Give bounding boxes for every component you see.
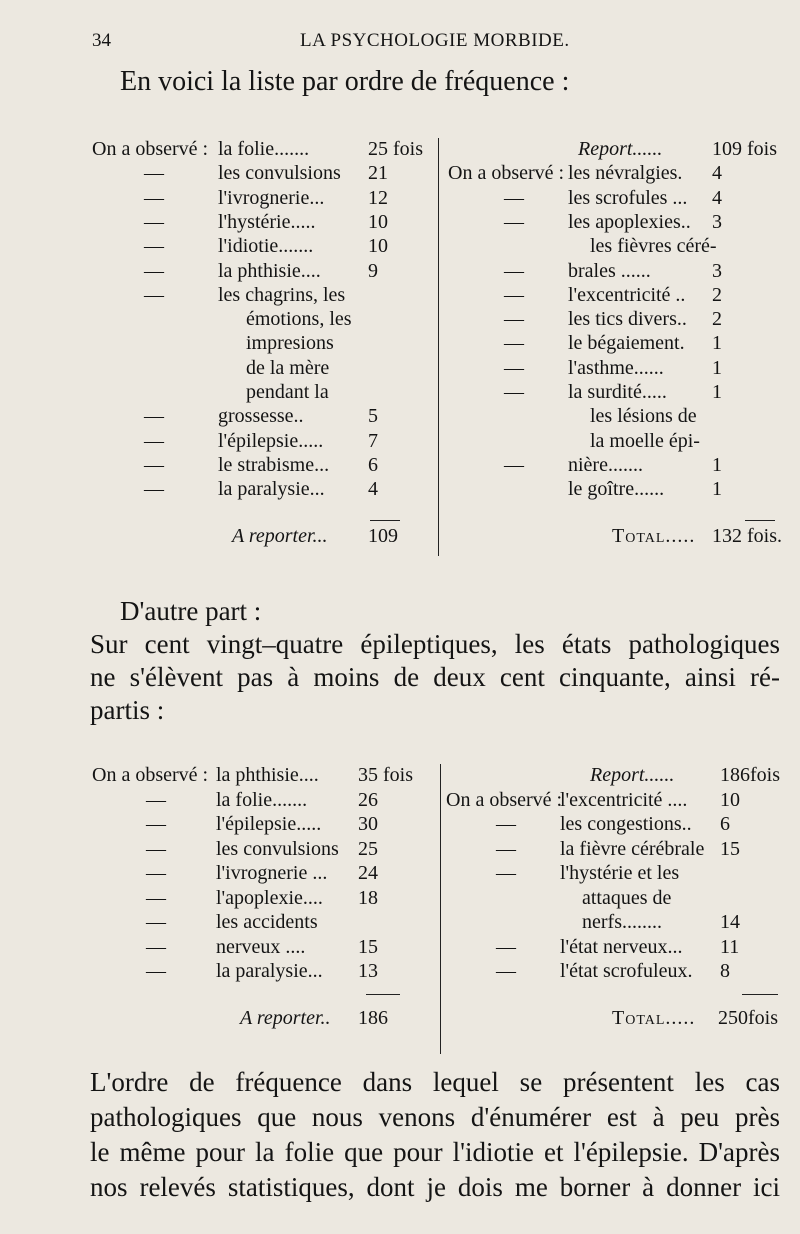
row-value: 3 (712, 210, 722, 233)
row-label: les convulsions (216, 837, 339, 860)
row-label: l'ivrognerie ... (216, 862, 328, 884)
row-value: 25 (358, 837, 378, 860)
row-label: la paralysie... (218, 478, 325, 501)
total-label: A reporter.. (240, 1006, 331, 1029)
dash-mark: — (144, 162, 164, 185)
section-heading: D'autre part : (120, 596, 262, 626)
row-value: 1 (712, 356, 722, 379)
dash-mark: — (496, 960, 516, 982)
dash-mark: — (504, 381, 524, 403)
row-value: 10 (720, 788, 740, 811)
dash-mark: — (146, 935, 166, 958)
dash-mark: — (146, 960, 166, 982)
dash-mark: — (144, 429, 164, 452)
dash-mark: — (496, 862, 516, 884)
dash-mark: — (504, 356, 524, 379)
row-label: les névralgies. (568, 162, 683, 185)
row-label: l'excentricité .... (560, 788, 688, 811)
row-label: la fièvre cérébrale (560, 837, 705, 860)
row-lead: On a observé : (92, 764, 209, 786)
row-value: 15 (358, 935, 378, 958)
row-value: 1 (712, 453, 722, 476)
row-value: 35 fois (358, 764, 413, 786)
row-value: 2 (712, 308, 722, 331)
row-value: 10 (368, 235, 388, 258)
paragraph-2 (90, 1065, 780, 1205)
paragraph-line: Sur cent vingt–quatre épileptiques, les états pathologiques (90, 629, 780, 659)
paragraph-line: L'ordre de fréquence dans lequel se présentent les cas (90, 1067, 780, 1097)
row-value: 13 (358, 960, 378, 982)
row-label: brales ...... (568, 259, 651, 282)
row-label: les scrofules ... (568, 186, 688, 209)
row-label: l'épilepsie..... (218, 429, 324, 452)
statistics-table-1 (0, 138, 800, 558)
row-label: la phthisie.... (216, 764, 319, 786)
dash-mark: — (496, 813, 516, 835)
row-label: impresions (246, 332, 334, 355)
row-label: l'état scrofuleux. (560, 960, 693, 982)
row-value: 30 (358, 813, 378, 835)
row-value: 1 (712, 478, 722, 501)
row-lead: On a observé : (446, 788, 563, 811)
row-label: les convulsions (218, 162, 341, 185)
dash-mark: — (146, 911, 166, 933)
row-label: l'hystérie et les (560, 862, 680, 884)
dash-mark: — (146, 862, 166, 884)
row-value: 18 (358, 886, 378, 909)
row-label: l'état nerveux... (560, 935, 683, 958)
dash-mark: — (496, 837, 516, 860)
paragraph-line: nos relevés statistiques, dont je dois me borner à donner ici (90, 1172, 780, 1202)
row-label: l'asthme...... (568, 356, 664, 379)
dash-mark: — (144, 405, 164, 428)
row-label: l'épilepsie..... (216, 813, 322, 835)
dash-mark: — (504, 308, 524, 331)
paragraph-line: ne s'élèvent pas à moins de deux cent cinquante, ainsi ré- (90, 662, 780, 692)
dash-mark: — (146, 837, 166, 860)
total-label: Total..... (612, 524, 696, 547)
row-label: le bégaiement. (568, 332, 685, 355)
sum-rule (366, 994, 400, 995)
row-value: 3 (712, 259, 722, 282)
row-value: 12 (368, 186, 388, 209)
intro-line: En voici la liste par ordre de fréquence : (120, 66, 570, 97)
row-value: 8 (720, 960, 730, 982)
row-value: 10 (368, 210, 388, 233)
row-value: 6 (720, 813, 730, 835)
row-label: attaques de (582, 886, 672, 909)
row-label: l'ivrognerie... (218, 186, 325, 209)
dash-mark: — (146, 788, 166, 811)
row-value: 26 (358, 788, 378, 811)
total-value: 132 fois. (712, 524, 782, 547)
total-value: 250fois (718, 1006, 778, 1029)
dash-mark: — (504, 453, 524, 476)
row-label: la folie....... (218, 138, 310, 160)
row-value: 4 (368, 478, 378, 501)
report-label: Report...... (578, 138, 663, 160)
running-header (0, 30, 800, 60)
dash-mark: — (144, 210, 164, 233)
row-label: de la mère (246, 356, 330, 379)
row-label: nerfs........ (582, 911, 662, 933)
dash-mark: — (504, 283, 524, 306)
total-label: Total..... (612, 1006, 696, 1029)
row-value: 11 (720, 935, 740, 958)
total-label: A reporter... (232, 524, 328, 547)
row-label: les chagrins, les (218, 283, 346, 306)
row-value: 2 (712, 283, 722, 306)
row-label: grossesse.. (218, 405, 304, 428)
row-value: 4 (712, 186, 722, 209)
row-label: les tics divers.. (568, 308, 687, 331)
paragraph-line: le même pour la folie que pour l'idiotie et l'épilepsie. D'après (90, 1137, 780, 1167)
row-value: 1 (712, 332, 722, 355)
dash-mark: — (504, 186, 524, 209)
row-value: 7 (368, 429, 378, 452)
running-title: LA PSYCHOLOGIE MORBIDE. (300, 30, 570, 51)
statistics-table-2 (0, 764, 800, 1054)
row-label: la surdité..... (568, 381, 667, 403)
dash-mark: — (144, 478, 164, 501)
dash-mark: — (496, 935, 516, 958)
row-label: les congestions.. (560, 813, 692, 835)
column-divider (438, 138, 439, 556)
row-label: l'apoplexie.... (216, 886, 323, 909)
row-label: les accidents (216, 911, 318, 933)
paragraph-line: pathologiques que nous venons d'énumérer est à peu près (90, 1102, 780, 1132)
row-value: 6 (368, 453, 378, 476)
dash-mark: — (504, 210, 524, 233)
row-label: le strabisme... (218, 453, 330, 476)
report-value: 109 fois (712, 138, 777, 160)
total-value: 109 (368, 524, 398, 547)
row-value: 9 (368, 259, 378, 282)
row-label: les lésions de (590, 405, 697, 428)
row-label: l'hystérie..... (218, 210, 316, 233)
page-number: 34 (92, 30, 111, 51)
row-value: 14 (720, 911, 740, 933)
row-label: les apoplexies.. (568, 210, 691, 233)
dash-mark: — (144, 283, 164, 306)
dash-mark: — (504, 259, 524, 282)
row-label: nière....... (568, 453, 643, 476)
sum-rule (742, 994, 778, 995)
row-value: 1 (712, 381, 722, 403)
row-value: 4 (712, 162, 722, 185)
row-label: pendant la (246, 381, 329, 403)
total-value: 186 (358, 1006, 388, 1029)
row-value: 25 fois (368, 138, 423, 160)
dash-mark: — (144, 453, 164, 476)
report-value: 186fois (720, 764, 780, 786)
sum-rule (745, 520, 775, 521)
row-lead: On a observé : (448, 162, 565, 185)
row-label: émotions, les (246, 308, 352, 331)
dash-mark: — (146, 886, 166, 909)
dash-mark: — (504, 332, 524, 355)
row-label: la moelle épi- (590, 429, 700, 452)
dash-mark: — (144, 235, 164, 258)
row-lead: On a observé : (92, 138, 209, 160)
row-value: 15 (720, 837, 740, 860)
dash-mark: — (144, 186, 164, 209)
dash-mark: — (146, 813, 166, 835)
row-label: la phthisie.... (218, 259, 321, 282)
paragraph-1 (90, 628, 780, 727)
row-label: nerveux .... (216, 935, 306, 958)
row-value: 24 (358, 862, 378, 884)
report-label: Report...... (590, 764, 675, 786)
row-label: l'idiotie....... (218, 235, 314, 258)
row-label: les fièvres céré- (590, 235, 717, 258)
row-label: l'excentricité .. (568, 283, 686, 306)
sum-rule (370, 520, 400, 521)
row-label: le goître...... (568, 478, 665, 501)
row-label: la paralysie... (216, 960, 323, 982)
dash-mark: — (144, 259, 164, 282)
row-label: la folie....... (216, 788, 308, 811)
column-divider (440, 764, 441, 1054)
row-value: 21 (368, 162, 388, 185)
paragraph-line: partis : (90, 695, 165, 725)
row-value: 5 (368, 405, 378, 428)
